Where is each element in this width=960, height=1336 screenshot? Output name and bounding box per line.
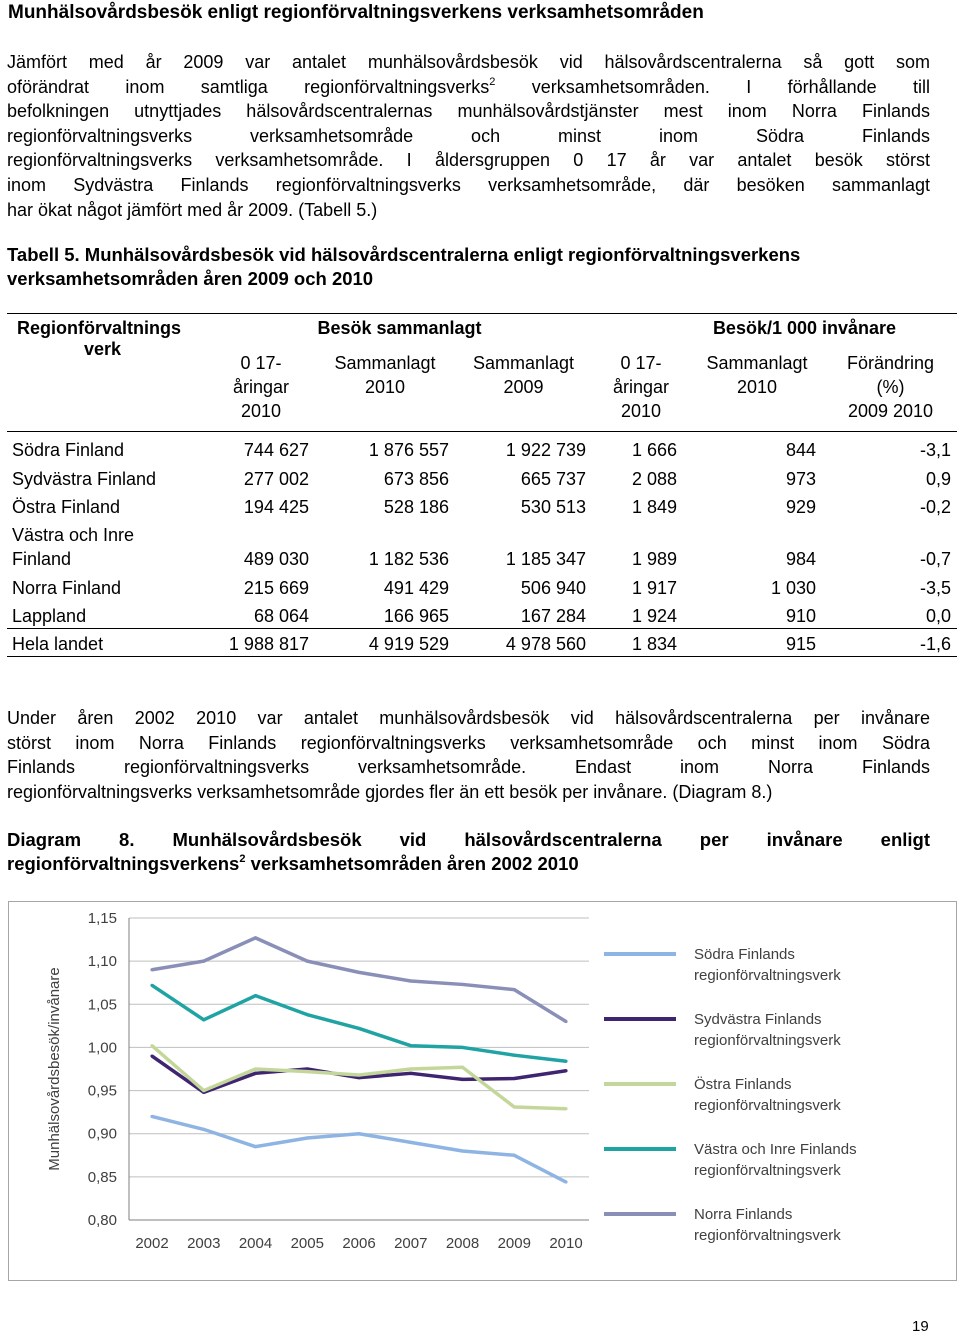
data-point bbox=[202, 960, 205, 963]
data-point bbox=[513, 1154, 516, 1157]
x-tick-label: 2010 bbox=[549, 1235, 583, 1252]
para-line: befolkningen utnyttjades hälsovårdscentralernas munhälsovårdstjänster mest inom Norra Finlands bbox=[7, 101, 930, 122]
diagram-caption: Diagram 8. Munhälsovårdsbesök vid hälsovårdscentralerna per invånare enligt regionförvaltningsverkens$^2$ verksamhetsområden åren 2002 2010 bbox=[7, 829, 930, 874]
header-total-2010: Sammanlagt 2010 bbox=[334, 353, 436, 397]
data-point bbox=[306, 1136, 309, 1139]
table-row bbox=[7, 519, 957, 571]
data-point bbox=[202, 1018, 205, 1021]
y-tick-label: 1,15 bbox=[87, 910, 117, 927]
row-region-name: Södra Finland bbox=[12, 440, 125, 460]
data-point bbox=[564, 1180, 567, 1183]
x-tick-label: 2008 bbox=[445, 1235, 480, 1252]
cell-total-2010: 166 965 bbox=[383, 605, 449, 626]
cell-total-2009: 1 185 347 bbox=[505, 549, 586, 569]
cell-age-per-1000: 1 666 bbox=[632, 440, 678, 460]
cell-total-2010: 1 182 536 bbox=[368, 549, 449, 569]
header-per-1000-2010: Sammanlagt 2010 bbox=[706, 353, 808, 397]
cell-age-per-1000: 2 088 bbox=[632, 468, 678, 489]
diagram-8-chart bbox=[8, 901, 957, 1281]
x-tick-label: 2004 bbox=[238, 1235, 273, 1252]
legend-label: Norra Finlands bbox=[694, 1206, 793, 1223]
paragraph-two bbox=[7, 706, 930, 804]
table-row bbox=[7, 571, 957, 600]
cell-age-per-1000: 1 924 bbox=[632, 605, 678, 626]
table-row bbox=[7, 462, 957, 491]
cell-total-2010: 491 429 bbox=[383, 577, 449, 598]
cell-total-2010: 1 876 557 bbox=[368, 440, 449, 460]
row-region-name: Sydvästra Finland bbox=[12, 468, 157, 489]
table-row bbox=[7, 600, 957, 629]
data-point bbox=[150, 968, 153, 971]
para-line: störst inom Norra Finlands regionförvaltningsverks verksamhetsområde och minst inom Södra bbox=[7, 732, 930, 753]
data-point bbox=[461, 1078, 464, 1081]
data-point bbox=[409, 1044, 412, 1047]
cell-total-2009: 4 978 560 bbox=[505, 634, 586, 654]
data-point bbox=[357, 1073, 360, 1076]
y-axis-label: Munhälsovårdsbesök/invånare bbox=[46, 967, 63, 1171]
data-point bbox=[150, 1044, 153, 1047]
cell-per-1000-2010: 844 bbox=[785, 440, 816, 460]
cell-change-pct: -3,5 bbox=[919, 577, 951, 598]
header-total-2009: Sammanlagt 2009 bbox=[472, 353, 575, 397]
row-region-name: Västra och Inre Finland bbox=[12, 525, 135, 569]
y-tick-label: 0,95 bbox=[87, 1082, 117, 1100]
legend-label: Västra och Inre Finlands bbox=[694, 1141, 857, 1158]
cell-change-pct: 0,0 bbox=[925, 605, 951, 626]
header-age-2010: 0 17- åringar 2010 bbox=[232, 353, 290, 421]
legend-label: regionförvaltningsverk bbox=[694, 1162, 841, 1179]
data-point bbox=[409, 1067, 412, 1070]
cell-total-2009: 506 940 bbox=[520, 577, 586, 598]
y-tick-label: 0,80 bbox=[87, 1212, 117, 1229]
legend-label: regionförvaltningsverk bbox=[694, 1227, 841, 1244]
para-line: Under åren 2002 2010 var antalet munhälsovårdsbesök vid hälsovårdscentralerna per invånare bbox=[7, 708, 930, 728]
para-line: regionförvaltningsverks verksamhetsområde. I åldersgruppen 0 17 år var antalet besök störst bbox=[7, 150, 930, 171]
para-line: Jämfört med år 2009 var antalet munhälsovårdsbesök vid hälsovårdscentralerna så gott som bbox=[7, 52, 930, 72]
line-chart bbox=[9, 902, 956, 1280]
data-point bbox=[357, 1027, 360, 1030]
data-point bbox=[150, 1115, 153, 1118]
y-tick-label: 1,10 bbox=[87, 953, 117, 971]
cell-age-total: 215 669 bbox=[243, 577, 309, 598]
header-change: Förändring (%) 2009 2010 bbox=[846, 353, 935, 421]
data-point bbox=[254, 1145, 257, 1148]
legend-label: Sydvästra Finlands bbox=[694, 1011, 822, 1028]
y-tick-label: 1,05 bbox=[87, 996, 117, 1014]
x-tick-label: 2009 bbox=[497, 1235, 531, 1252]
para-line: regionförvaltningsverks verksamhetsområde och minst inom Södra Finlands bbox=[7, 125, 930, 146]
legend-label: regionförvaltningsverk bbox=[694, 1032, 841, 1049]
cell-total-2009: 665 737 bbox=[520, 468, 586, 489]
data-point bbox=[357, 971, 360, 974]
cell-total-2010: 673 856 bbox=[383, 468, 449, 489]
para-line: regionförvaltningsverks verksamhetsområde gjordes fler än ett besök per invånare. (Diagram 8.) bbox=[7, 781, 773, 802]
data-point bbox=[461, 1046, 464, 1049]
page-number: 19 bbox=[912, 1318, 929, 1335]
data-point bbox=[306, 1070, 309, 1073]
cell-age-total: 1 988 817 bbox=[228, 634, 309, 654]
row-region-name: Norra Finland bbox=[12, 577, 122, 598]
data-point bbox=[564, 1060, 567, 1063]
row-region-name: Hela landet bbox=[12, 634, 104, 654]
cell-per-1000-2010: 929 bbox=[785, 497, 816, 517]
cell-age-per-1000: 1 834 bbox=[632, 634, 678, 654]
y-tick-label: 1,00 bbox=[87, 1039, 117, 1057]
data-point bbox=[564, 1020, 567, 1023]
data-point bbox=[513, 1105, 516, 1108]
data-point bbox=[202, 1089, 205, 1092]
x-tick-label: 2006 bbox=[342, 1235, 376, 1252]
header-region: Regionförvaltnings verk bbox=[17, 318, 182, 359]
data-point bbox=[254, 936, 257, 939]
intro-paragraph bbox=[7, 50, 930, 222]
header-group-total: Besök sammanlagt bbox=[317, 318, 482, 338]
cell-per-1000-2010: 973 bbox=[785, 468, 816, 489]
cell-age-total: 489 030 bbox=[243, 549, 309, 569]
cell-per-1000-2010: 984 bbox=[785, 549, 816, 569]
para-line: Finlands regionförvaltningsverks verksamhetsområde. Endast inom Norra Finlands bbox=[7, 757, 930, 778]
cell-total-2009: 1 922 739 bbox=[505, 440, 586, 460]
cell-age-per-1000: 1 989 bbox=[632, 549, 678, 569]
legend-label: Södra Finlands bbox=[694, 946, 795, 963]
data-point bbox=[150, 984, 153, 987]
table-5 bbox=[7, 313, 957, 657]
legend-label: Östra Finlands bbox=[694, 1076, 792, 1093]
cell-age-per-1000: 1 917 bbox=[632, 577, 678, 598]
para-line: har ökat något jämfört med år 2009. (Tabell 5.) bbox=[7, 199, 378, 220]
x-tick-label: 2002 bbox=[135, 1235, 169, 1252]
data-point bbox=[409, 1072, 412, 1075]
cell-total-2010: 4 919 529 bbox=[368, 634, 449, 654]
data-point bbox=[306, 1013, 309, 1016]
para-line: oförändrat inom samtliga regionförvaltningsverks$^2$ verksamhetsområden. I förhållande till bbox=[7, 75, 930, 97]
cell-total-2010: 528 186 bbox=[383, 497, 449, 517]
data-point bbox=[254, 1067, 257, 1070]
data-point bbox=[202, 1128, 205, 1131]
cell-age-per-1000: 1 849 bbox=[632, 497, 678, 517]
y-tick-label: 0,85 bbox=[87, 1168, 117, 1186]
data-point bbox=[254, 1072, 257, 1075]
table-row bbox=[7, 432, 957, 463]
data-point bbox=[409, 979, 412, 982]
data-point bbox=[513, 1054, 516, 1057]
cell-change-pct: -1,6 bbox=[919, 634, 951, 654]
cell-per-1000-2010: 915 bbox=[785, 634, 816, 654]
row-region-name: Östra Finland bbox=[12, 497, 121, 517]
data-point bbox=[513, 988, 516, 991]
series-line bbox=[152, 938, 566, 1022]
footnote-marker: 2 bbox=[489, 75, 496, 88]
cell-per-1000-2010: 1 030 bbox=[770, 577, 816, 598]
data-point bbox=[254, 994, 257, 997]
header-group-per-1000: Besök/1 000 invånare bbox=[712, 318, 897, 338]
legend-label: regionförvaltningsverk bbox=[694, 967, 841, 984]
data-point bbox=[564, 1107, 567, 1110]
row-region-name: Lappland bbox=[12, 605, 87, 626]
cell-per-1000-2010: 910 bbox=[785, 605, 816, 626]
data-point bbox=[409, 1141, 412, 1144]
x-tick-label: 2003 bbox=[187, 1235, 221, 1252]
data-point bbox=[461, 983, 464, 986]
data-point bbox=[150, 1054, 153, 1057]
table-caption: Tabell 5. Munhälsovårdsbesök vid hälsovårdscentralerna enligt regionförvaltningsverkens verksamhetsområden åren 2009 och 2010 bbox=[7, 244, 801, 289]
table-row bbox=[7, 491, 957, 520]
cell-age-total: 744 627 bbox=[243, 440, 309, 460]
cell-change-pct: -0,7 bbox=[919, 549, 951, 569]
series-line bbox=[152, 1116, 566, 1182]
data-point bbox=[357, 1132, 360, 1135]
cell-change-pct: -3,1 bbox=[919, 440, 951, 460]
section-heading: Munhälsovårdsbesök enligt regionförvaltningsverkens verksamhetsområden bbox=[8, 2, 704, 23]
cell-age-total: 194 425 bbox=[243, 497, 309, 517]
legend-label: regionförvaltningsverk bbox=[694, 1097, 841, 1114]
y-tick-label: 0,90 bbox=[87, 1125, 117, 1143]
x-tick-label: 2007 bbox=[394, 1235, 428, 1252]
para-line: inom Sydvästra Finlands regionförvaltningsverks verksamhetsområde, där besöken sammanlagt bbox=[7, 174, 930, 195]
data-point bbox=[306, 960, 309, 963]
data-point bbox=[461, 1149, 464, 1152]
x-tick-label: 2005 bbox=[290, 1235, 324, 1252]
data-point bbox=[461, 1066, 464, 1069]
series-line bbox=[152, 985, 566, 1061]
header-age-per-1000: 0 17- åringar 2010 bbox=[612, 353, 670, 421]
cell-total-2009: 167 284 bbox=[520, 605, 586, 626]
data-point bbox=[564, 1069, 567, 1072]
cell-change-pct: -0,2 bbox=[919, 497, 951, 517]
cell-change-pct: 0,9 bbox=[925, 468, 951, 489]
cell-age-total: 277 002 bbox=[243, 468, 309, 489]
table-row bbox=[7, 628, 957, 657]
cell-age-total: 68 064 bbox=[253, 605, 309, 626]
data-point bbox=[513, 1077, 516, 1080]
cell-total-2009: 530 513 bbox=[520, 497, 586, 517]
